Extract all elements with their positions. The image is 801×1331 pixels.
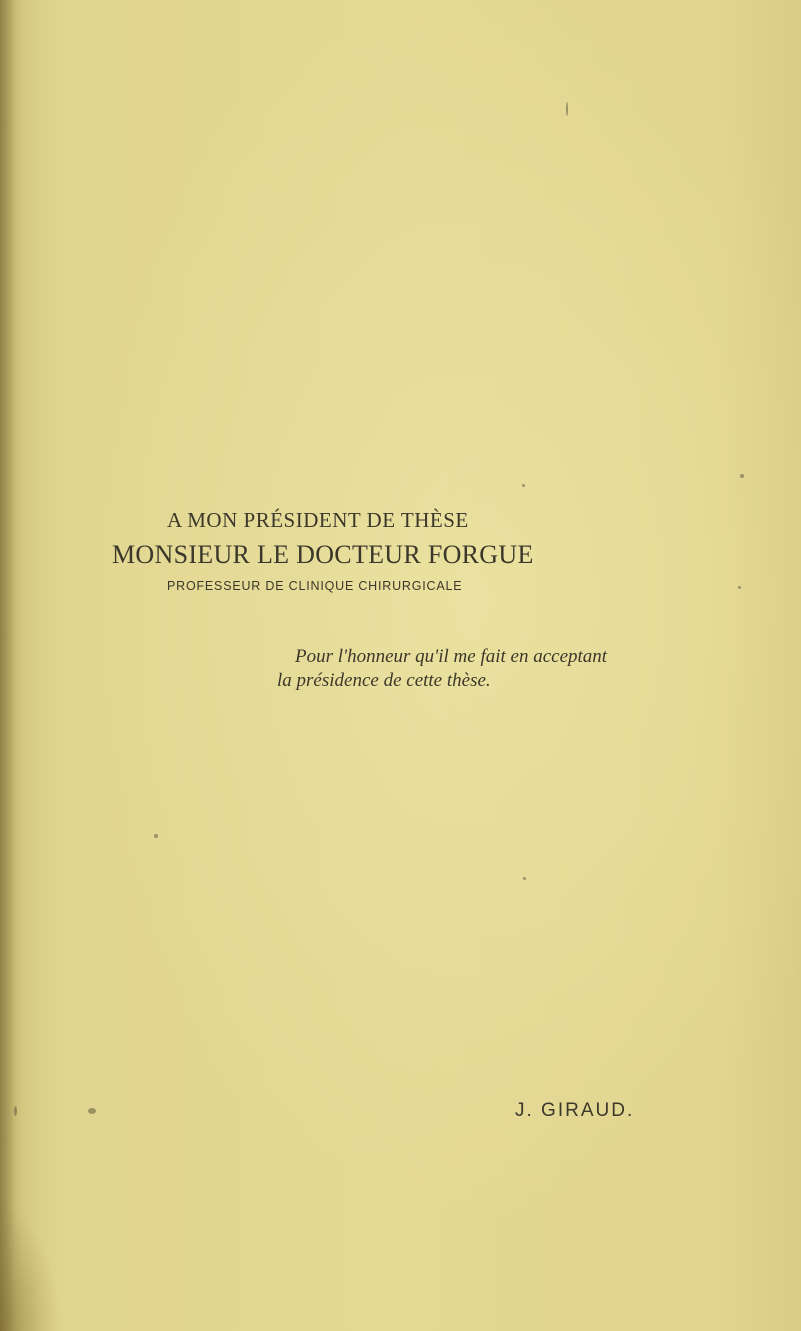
page-stain <box>0 1200 60 1331</box>
page-edge-shadow <box>0 0 22 1331</box>
author-signature: J. GIRAUD. <box>515 1100 635 1121</box>
dedication-name: MONSIEUR LE DOCTEUR FORGUE <box>112 540 534 569</box>
tribute-line-2: la présidence de cette thèse. <box>277 670 491 691</box>
tribute-line-1: Pour l'honneur qu'il me fait en acceptant <box>295 646 608 667</box>
dedication-title: PROFESSEUR DE CLINIQUE CHIRURGICALE <box>167 579 463 593</box>
dedication-heading: A MON PRÉSIDENT DE THÈSE <box>167 508 469 532</box>
